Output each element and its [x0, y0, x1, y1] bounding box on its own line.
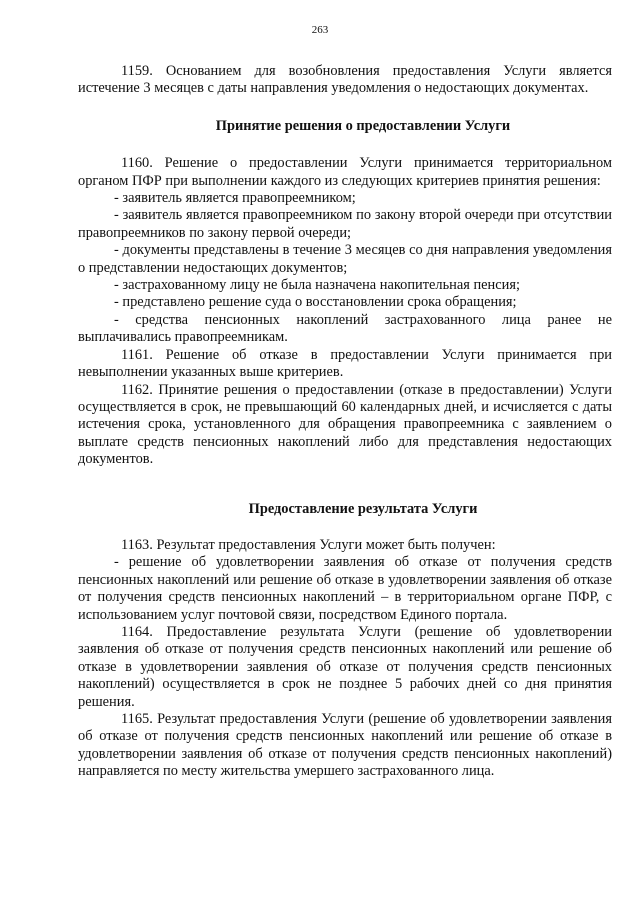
paragraph-1162: 1162. Принятие решения о предоставлении (отказе в предоставлении) Услуги осуществляется в срок, не превышающий 60 календарных дней, и исчисляется с даты истечения срока, установленного для обращения правопреемника с заявлением о выплате средств пенсионных накоплений либо для представления недостающих документов. — [78, 381, 612, 468]
section-heading-result: Предоставление результата Услуги — [248, 500, 478, 517]
criteria-item: - заявитель является правопреемником по закону второй очереди при отсутствии правопреемников по закону первой очереди; — [78, 207, 612, 241]
page-number: 263 — [311, 24, 329, 36]
paragraph-1163: 1163. Результат предоставления Услуги может быть получен: — [121, 536, 496, 553]
criteria-item: - документы представлены в течение 3 месяцев со дня направления уведомления о представлении недостающих документов; — [78, 242, 612, 276]
criteria-item: - заявитель является правопреемником; — [114, 190, 356, 207]
criteria-item: - представлено решение суда о восстановлении срока обращения; — [114, 294, 517, 311]
paragraph-1159: 1159. Основанием для возобновления предоставления Услуги является истечение 3 месяцев с даты направления уведомления о недостающих документах. — [78, 63, 612, 97]
paragraph-1165: 1165. Результат предоставления Услуги (решение об удовлетворении заявления об отказе от получения средств пенсионных накоплений или решение об отказе в удовлетворении заявления об отказе от получения средств пенсионных накоплений) направляется по месту жительства умершего застрахованного лица. — [78, 711, 612, 780]
paragraph-1160: 1160. Решение о предоставлении Услуги принимается территориальном органом ПФР при выполнении каждого из следующих критериев принятия решения: — [78, 155, 612, 189]
paragraph-1164: 1164. Предоставление результата Услуги (решение об удовлетворении заявления об отказе от получения средств пенсионных накоплений или решение об отказе в удовлетворении заявления об отказе от получения средств пенсионных накоплений) осуществляется в срок не позднее 5 рабочих дней со дня принятия решения. — [78, 623, 612, 710]
criteria-item: - средства пенсионных накоплений застрахованного лица ранее не выплачивались правопреемникам. — [78, 311, 612, 346]
section-heading-decision: Принятие решения о предоставлении Услуги — [215, 117, 511, 134]
result-item: - решение об удовлетворении заявления об отказе от получения средств пенсионных накоплений или решение об отказе в удовлетворении заявления об отказе от получения средств пенсионных накоплений – в территориальном органе ПФР, с использованием услуг почтовой связи, посредством Единого портала. — [78, 554, 612, 623]
criteria-item: - застрахованному лицу не была назначена накопительная пенсия; — [114, 277, 520, 294]
paragraph-1161: 1161. Решение об отказе в предоставлении Услуги принимается при невыполнении указанных выше критериев. — [78, 346, 612, 381]
document-body — [78, 63, 612, 781]
